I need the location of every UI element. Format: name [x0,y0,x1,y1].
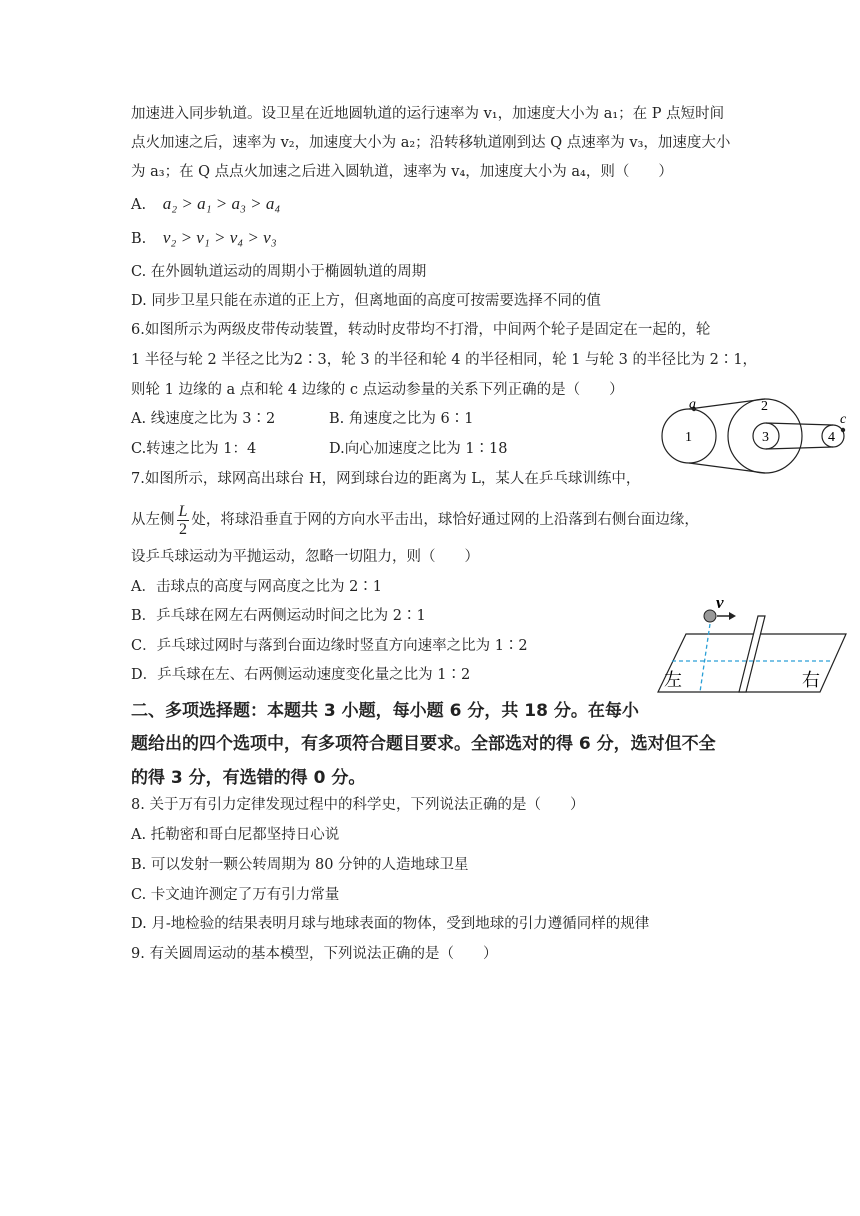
q5-option-b-formula: v₂ > v₁ > v₄ > v₃ [162,228,277,247]
section-2-heading-line-2: 题给出的四个选项中，有多项符合题目要求。全部选对的得 6 分，选对但不全 [131,734,716,754]
q5-stem-line-1: 加速进入同步轨道。设卫星在近地圆轨道的运行速率为 v₁，加速度大小为 a₁；在 P 点短时间 [131,106,725,122]
q7-option-a: A．击球点的高度与网高度之比为 2∶1 [131,579,383,595]
label-right: 右 [802,670,820,691]
q8-option-a: A. 托勒密和哥白尼都坚持日心说 [131,827,340,843]
q8-option-d: D. 月-地检验的结果表明月球与地球表面的物体，受到地球的引力遵循同样的规律 [131,916,650,932]
belt-upper-1 [689,399,765,409]
q5-option-c: C. 在外圆轨道运动的周期小于椭圆轨道的周期 [131,264,427,280]
q5-option-a-formula: a₂ > a₁ > a₃ > a₄ [162,194,281,213]
fraction-l-over-2 [177,503,190,538]
label-wheel-4: 4 [828,430,835,445]
belt-drive-figure [650,392,855,482]
velocity-arrowhead [729,612,736,620]
q7-option-d: D．乒乓球在左、右两侧运动速度变化量之比为 1∶2 [131,667,471,683]
q5-option-a [131,194,280,215]
q5-option-b-label: B. [131,231,147,247]
q7-stem-line-2-pre: 从左侧 [131,512,175,528]
net [739,616,765,692]
q7-stem-line-1: 7.如图所示，球网高出球台 H，网到球台边的距离为 L，某人在乒乓球训练中， [131,471,641,487]
q8-option-c: C. 卡文迪许测定了万有引力常量 [131,887,340,903]
q7-option-b: B．乒乓球在网左右两侧运动时间之比为 2∶1 [131,608,426,624]
label-left: 左 [664,670,682,691]
q5-option-a-label: A. [131,197,147,213]
q7-option-c: C．乒乓球过网时与落到台面边缘时竖直方向速率之比为 1∶2 [131,638,528,654]
q6-stem-line-1: 6.如图所示为两级皮带传动装置，转动时皮带均不打滑，中间两个轮子是固定在一起的，轮 [131,322,711,338]
q5-stem-line-3: 为 a₃；在 Q 点点火加速之后进入圆轨道，速率为 v₄，加速度大小为 a₄，则（ ） [131,164,673,180]
q9-stem: 9. 有关圆周运动的基本模型，下列说法正确的是（ ） [131,946,498,962]
fraction-denominator: 2 [178,520,187,538]
q6-stem-line-3: 则轮 1 边缘的 a 点和轮 4 边缘的 c 点运动参量的关系下列正确的是（ ） [131,382,624,398]
label-wheel-2: 2 [761,399,768,414]
q5-option-d: D. 同步卫星只能在赤道的正上方，但离地面的高度可按需要选择不同的值 [131,293,601,309]
q8-stem: 8. 关于万有引力定律发现过程中的科学史，下列说法正确的是（ ） [131,797,585,813]
q7-stem-line-3: 设乒乓球运动为平抛运动，忽略一切阻力，则（ ） [131,549,479,565]
label-v: v [716,593,724,612]
q6-option-a: A. 线速度之比为 3∶2 [131,411,276,427]
label-wheel-1: 1 [685,430,692,445]
fraction-numerator: L [178,502,188,520]
label-c: c [840,412,847,427]
section-2-heading-line-1: 二、多项选择题：本题共 3 小题，每小题 6 分，共 18 分。在每小 [131,701,639,721]
belt-lower-1 [689,463,765,473]
q7-stem-line-2-post: 处，将球沿垂直于网的方向水平击出，球恰好通过网的上沿落到右侧台面边缘， [191,512,699,528]
point-c [841,428,845,432]
q5-stem-line-2: 点火加速之后，速率为 v₂，加速度大小为 a₂；沿转移轨道刚到达 Q 点速率为 v₃，加速度大小 [131,135,731,151]
q8-option-b: B. 可以发射一颗公转周期为 80 分钟的人造地球卫星 [131,857,469,873]
ping-pong-figure [650,592,850,696]
ball [704,610,716,622]
q7-stem-line-2 [131,500,699,540]
label-wheel-3: 3 [762,430,769,445]
label-a: a [689,397,696,412]
q6-option-c: C.转速之比为 1：4 [131,441,257,457]
q5-option-b [131,228,277,249]
q6-option-b: B. 角速度之比为 6∶1 [329,411,474,427]
q6-option-d: D.向心加速度之比为 1∶18 [329,441,508,457]
section-2-heading-line-3: 的得 3 分，有选错的得 0 分。 [131,768,366,788]
q6-stem-line-2: 1 半径与轮 2 半径之比为2∶3，轮 3 的半径和轮 4 的半径相同，轮 1 与轮 3 的半径比为 2∶1， [131,352,758,368]
